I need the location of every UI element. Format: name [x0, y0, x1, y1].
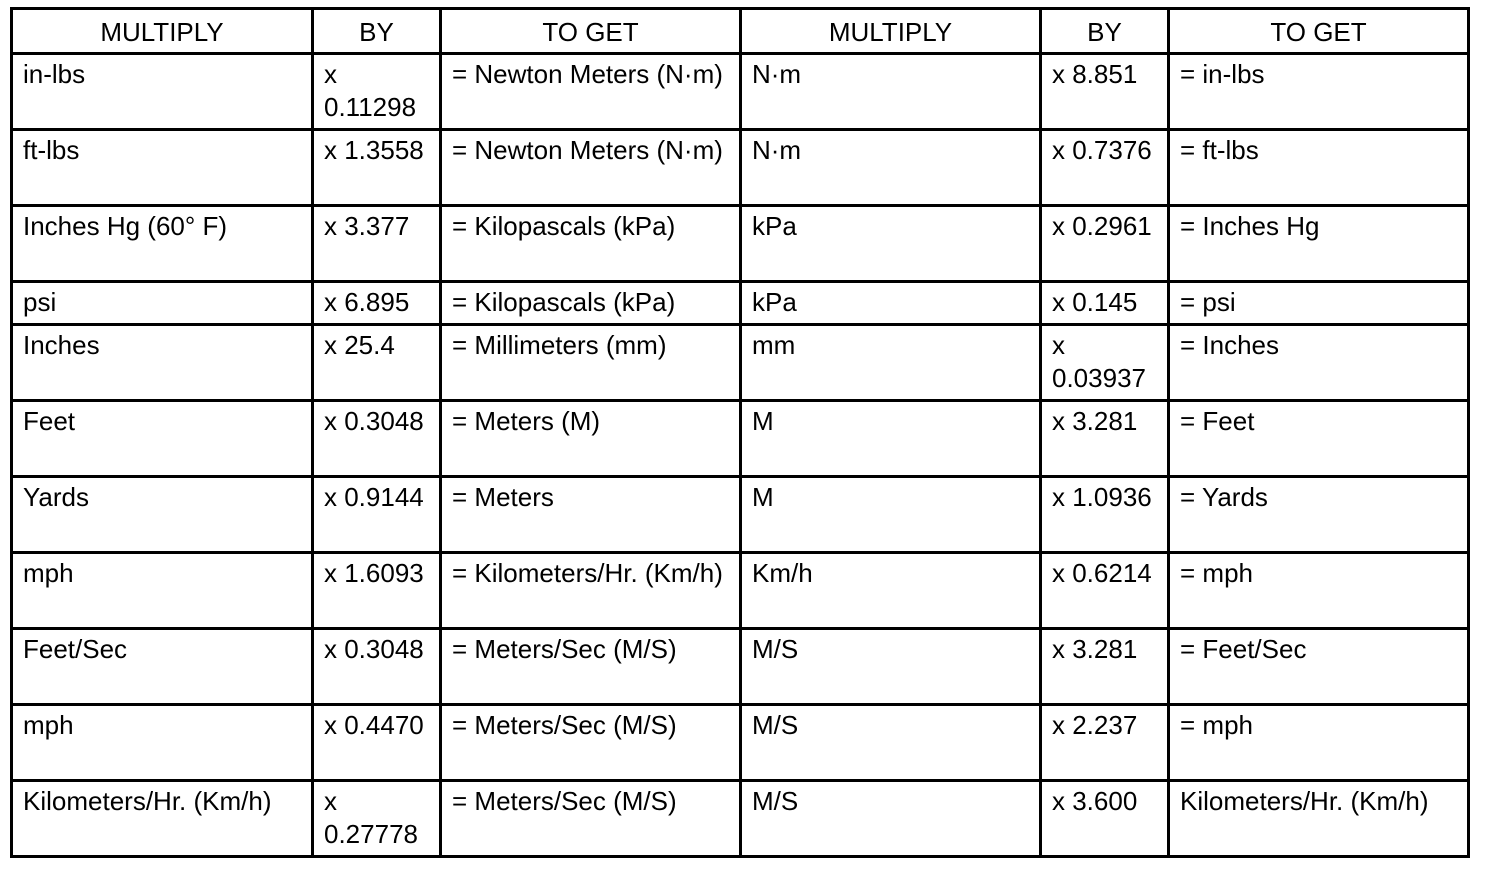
table-cell: x 25.4	[313, 325, 441, 401]
table-cell: x 0.6214	[1041, 553, 1169, 629]
table-cell: ft-lbs	[12, 130, 313, 206]
table-cell: = Inches	[1169, 325, 1469, 401]
table-row	[12, 781, 1469, 857]
conversion-table	[10, 7, 1470, 858]
table-cell: psi	[12, 282, 313, 325]
table-cell: x 0.2961	[1041, 206, 1169, 282]
table-cell: x 3.281	[1041, 401, 1169, 477]
table-cell: = Meters	[441, 477, 741, 553]
table-cell: x 0.4470	[313, 705, 441, 781]
table-cell: in-lbs	[12, 54, 313, 130]
table-cell: x 6.895	[313, 282, 441, 325]
table-cell: x 3.281	[1041, 629, 1169, 705]
table-cell: x 1.3558	[313, 130, 441, 206]
table-cell: x 0.03937	[1041, 325, 1169, 401]
table-row	[12, 401, 1469, 477]
table-cell: Yards	[12, 477, 313, 553]
table-cell: = mph	[1169, 705, 1469, 781]
table-cell: x 0.3048	[313, 401, 441, 477]
table-cell: = Inches Hg	[1169, 206, 1469, 282]
table-cell: = Newton Meters (N·m)	[441, 130, 741, 206]
table-cell: = psi	[1169, 282, 1469, 325]
header-row	[12, 9, 1469, 54]
table-row	[12, 130, 1469, 206]
header-multiply-reverse: MULTIPLY	[741, 9, 1041, 54]
table-cell: M/S	[741, 705, 1041, 781]
header-to-get-reverse: TO GET	[1169, 9, 1469, 54]
table-cell: x 2.237	[1041, 705, 1169, 781]
header-by-reverse: BY	[1041, 9, 1169, 54]
table-cell: M/S	[741, 629, 1041, 705]
table-cell: Feet	[12, 401, 313, 477]
table-cell: Kilometers/Hr. (Km/h)	[1169, 781, 1469, 857]
table-cell: kPa	[741, 206, 1041, 282]
header-by: BY	[313, 9, 441, 54]
table-cell: x 1.6093	[313, 553, 441, 629]
table-cell: = ft-lbs	[1169, 130, 1469, 206]
table-cell: x 0.3048	[313, 629, 441, 705]
table-cell: = Meters/Sec (M/S)	[441, 781, 741, 857]
table-cell: x 0.11298	[313, 54, 441, 130]
table-cell: mph	[12, 705, 313, 781]
table-cell: M/S	[741, 781, 1041, 857]
table-cell: = Newton Meters (N·m)	[441, 54, 741, 130]
table-cell: Feet/Sec	[12, 629, 313, 705]
table-row	[12, 206, 1469, 282]
header-to-get: TO GET	[441, 9, 741, 54]
table-cell: M	[741, 401, 1041, 477]
table-cell: = Feet/Sec	[1169, 629, 1469, 705]
table-row	[12, 325, 1469, 401]
table-cell: x 0.145	[1041, 282, 1169, 325]
table-cell: N·m	[741, 54, 1041, 130]
table-row	[12, 629, 1469, 705]
table-cell: Inches Hg (60° F)	[12, 206, 313, 282]
table-cell: kPa	[741, 282, 1041, 325]
table-cell: Km/h	[741, 553, 1041, 629]
header-multiply: MULTIPLY	[12, 9, 313, 54]
table-row	[12, 54, 1469, 130]
table-cell: = Kilopascals (kPa)	[441, 282, 741, 325]
table-cell: = Meters/Sec (M/S)	[441, 629, 741, 705]
table-cell: = in-lbs	[1169, 54, 1469, 130]
table-cell: = Kilopascals (kPa)	[441, 206, 741, 282]
table-cell: Kilometers/Hr. (Km/h)	[12, 781, 313, 857]
table-cell: = Yards	[1169, 477, 1469, 553]
table-cell: x 3.600	[1041, 781, 1169, 857]
table-cell: = Meters (M)	[441, 401, 741, 477]
table-cell: x 0.9144	[313, 477, 441, 553]
table-cell: x 0.7376	[1041, 130, 1169, 206]
table-cell: = Meters/Sec (M/S)	[441, 705, 741, 781]
table-row	[12, 553, 1469, 629]
table-cell: Inches	[12, 325, 313, 401]
table-cell: mm	[741, 325, 1041, 401]
table-cell: mph	[12, 553, 313, 629]
table-cell: = Millimeters (mm)	[441, 325, 741, 401]
table-cell: x 0.27778	[313, 781, 441, 857]
table-cell: = Kilometers/Hr. (Km/h)	[441, 553, 741, 629]
table-cell: = mph	[1169, 553, 1469, 629]
table-cell: x 3.377	[313, 206, 441, 282]
table-cell: x 8.851	[1041, 54, 1169, 130]
table-cell: M	[741, 477, 1041, 553]
table-row	[12, 477, 1469, 553]
table-cell: = Feet	[1169, 401, 1469, 477]
table-row	[12, 705, 1469, 781]
table-row	[12, 282, 1469, 325]
table-cell: x 1.0936	[1041, 477, 1169, 553]
table-cell: N·m	[741, 130, 1041, 206]
